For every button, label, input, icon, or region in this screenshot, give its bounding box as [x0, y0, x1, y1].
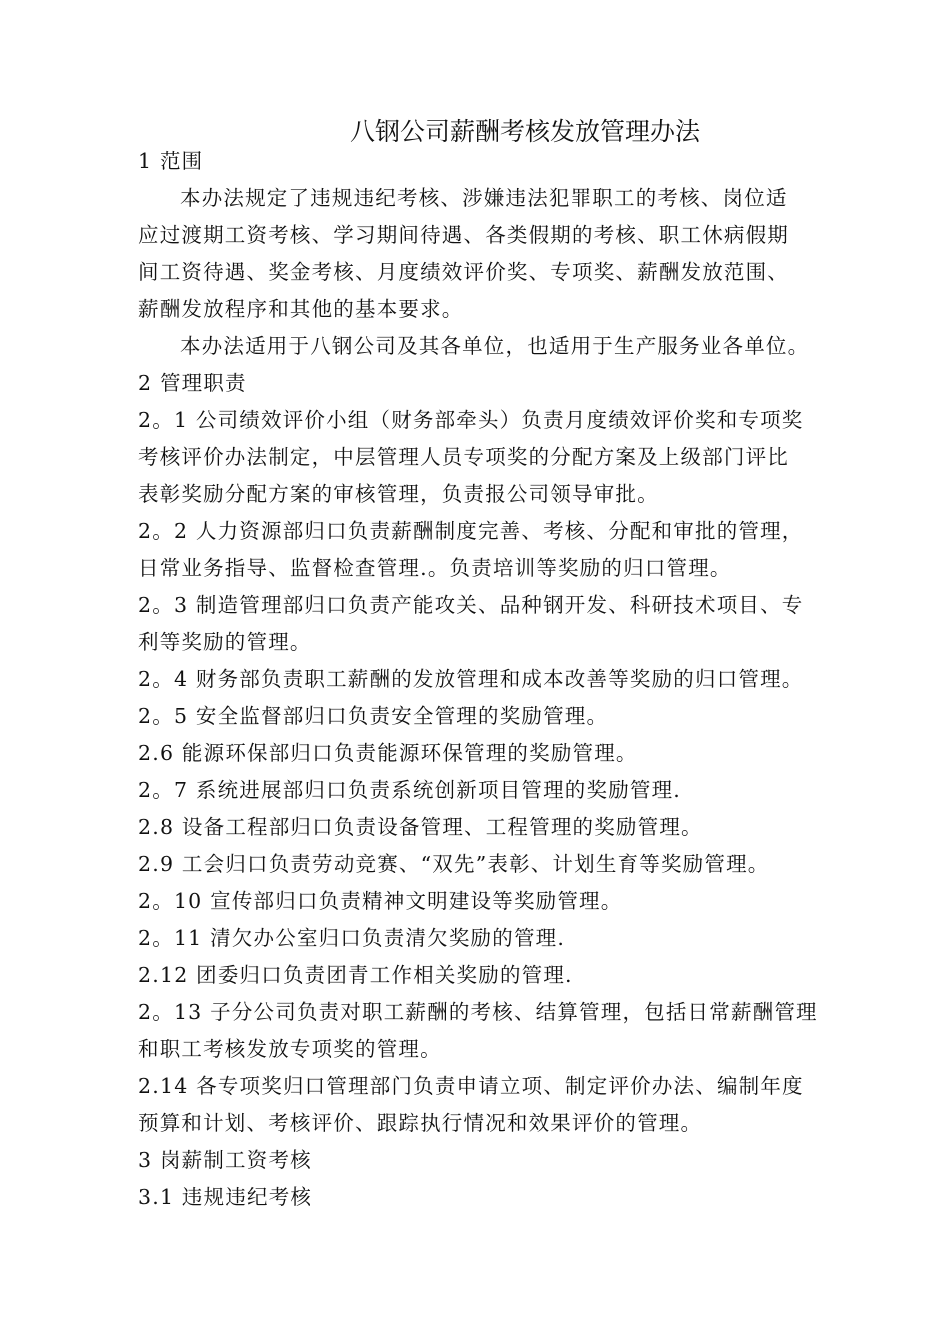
- text-line: 2.9 工会归口负责劳动竞赛、“双先”表彰、计划生育等奖励管理。: [138, 852, 770, 876]
- text-line: 2.6 能源环保部归口负责能源环保管理的奖励管理。: [138, 741, 638, 765]
- text-line: 本办法规定了违规违纪考核、涉嫌违法犯罪职工的考核、岗位适: [180, 186, 788, 210]
- text-line: 2。4 财务部负责职工薪酬的发放管理和成本改善等奖励的归口管理。: [138, 667, 804, 691]
- text-line: 3.1 违规违纪考核: [138, 1185, 313, 1209]
- text-line: 2.14 各专项奖归口管理部门负责申请立项、制定评价办法、编制年度: [138, 1074, 804, 1098]
- text-line: 和职工考核发放专项奖的管理。: [138, 1037, 442, 1061]
- text-line: 2.8 设备工程部归口负责设备管理、工程管理的奖励管理。: [138, 815, 703, 839]
- text-line: 本办法适用于八钢公司及其各单位，也适用于生产服务业各单位。: [180, 334, 810, 358]
- text-line: 2。5 安全监督部归口负责安全管理的奖励管理。: [138, 704, 609, 728]
- document-title: 八钢公司薪酬考核发放管理办法: [349, 117, 700, 146]
- text-line: 考核评价办法制定，中层管理人员专项奖的分配方案及上级部门评比: [138, 445, 789, 469]
- text-line: 2。7 系统进展部归口负责系统创新项目管理的奖励管理.: [138, 778, 682, 802]
- text-line: 3 岗薪制工资考核: [138, 1148, 312, 1172]
- text-line: 薪酬发放程序和其他的基本要求。: [138, 297, 464, 321]
- text-line: 2。3 制造管理部归口负责产能攻关、品种钢开发、科研技术项目、专: [138, 593, 804, 617]
- text-line: 2。10 宣传部归口负责精神文明建设等奖励管理。: [138, 889, 623, 913]
- text-line: 预算和计划、考核评价、跟踪执行情况和效果评价的管理。: [138, 1111, 703, 1135]
- text-line: 2。2 人力资源部归口负责薪酬制度完善、考核、分配和审批的管理，: [138, 519, 804, 543]
- text-line: 2。1 公司绩效评价小组（财务部牵头）负责月度绩效评价奖和专项奖: [138, 408, 804, 432]
- text-line: 1 范围: [138, 149, 204, 173]
- text-line: 应过渡期工资考核、学习期间待遇、各类假期的考核、职工休病假期: [138, 223, 789, 247]
- text-line: 2 管理职责: [138, 371, 247, 395]
- text-line: 2。13 子分公司负责对职工薪酬的考核、结算管理，包括日常薪酬管理: [138, 1000, 818, 1024]
- text-line: 表彰奖励分配方案的审核管理，负责报公司领导审批。: [138, 482, 659, 506]
- text-line: 利等奖励的管理。: [138, 630, 312, 654]
- text-line: 2。11 清欠办公室归口负责清欠奖励的管理.: [138, 926, 566, 950]
- text-line: 间工资待遇、奖金考核、月度绩效评价奖、专项奖、薪酬发放范围、: [138, 260, 789, 284]
- document-body: [138, 143, 818, 1216]
- text-line: 日常业务指导、监督检查管理.。负责培训等奖励的归口管理。: [138, 556, 732, 580]
- text-line: 2.12 团委归口负责团青工作相关奖励的管理.: [138, 963, 573, 987]
